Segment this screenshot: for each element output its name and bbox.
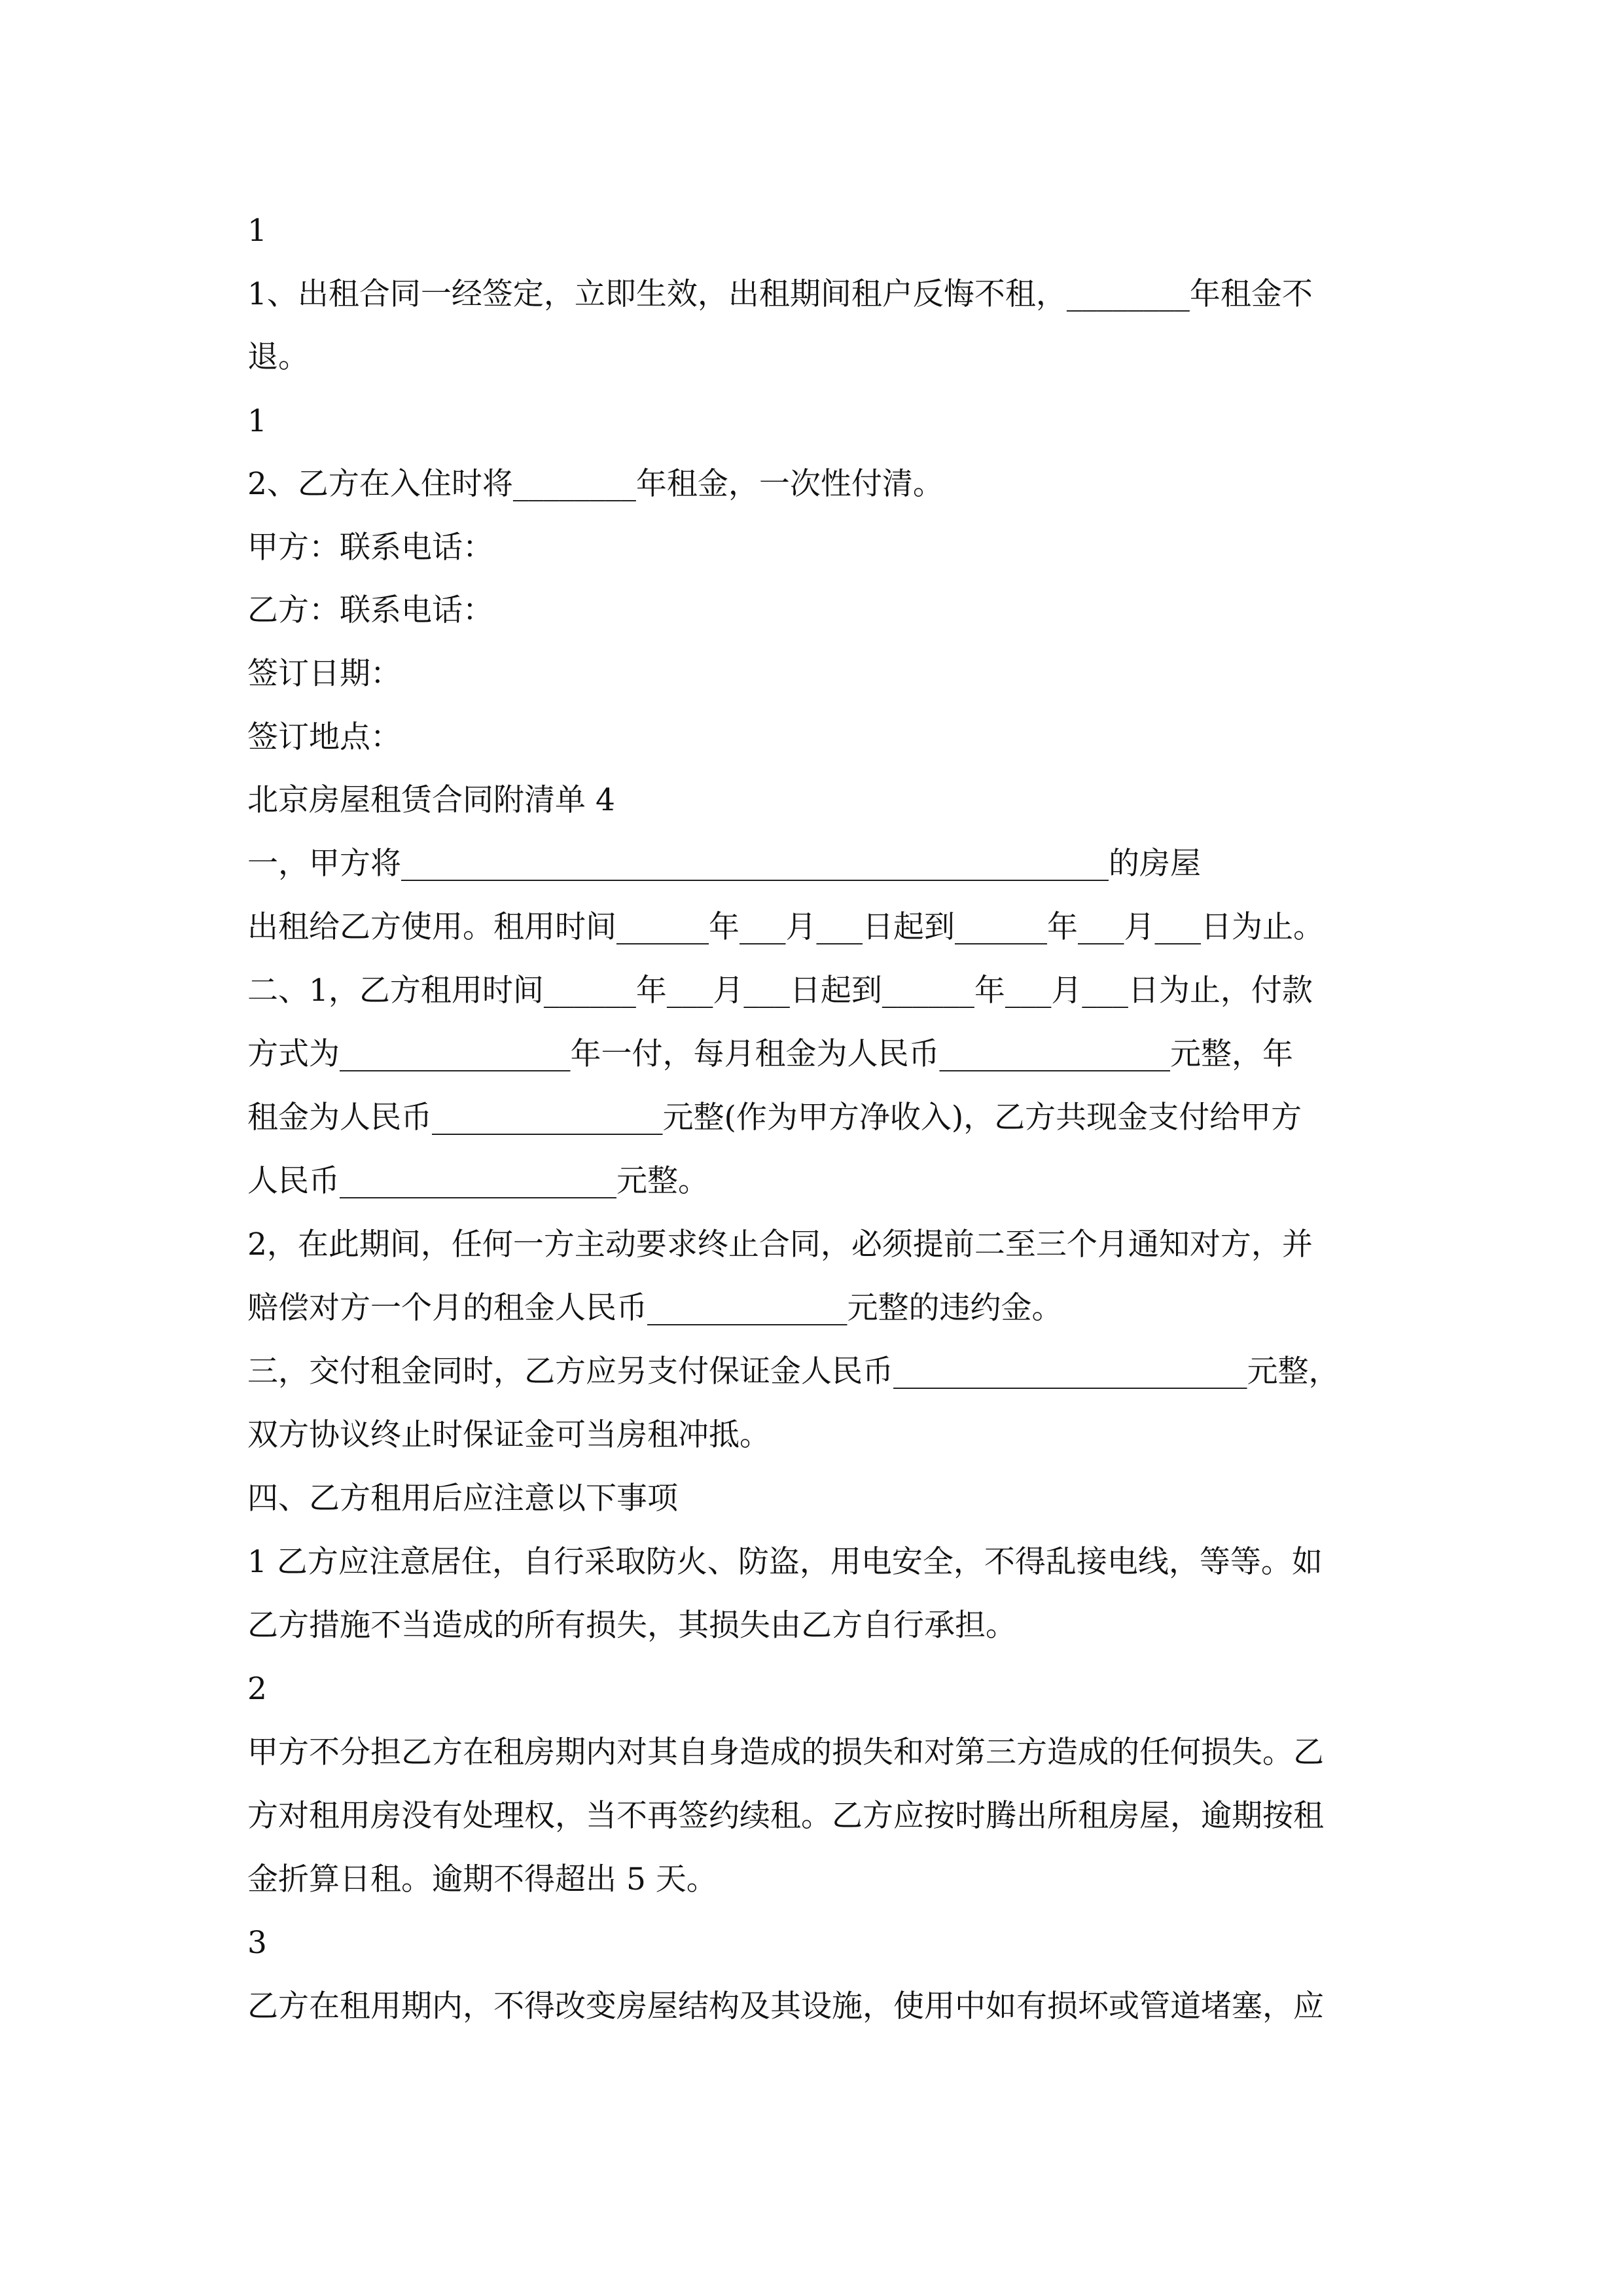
page-number-line: 1: [247, 213, 267, 249]
clause-line: 1 乙方应注意居住，自行采取防火、防盗，用电安全，不得乱接电线，等等。如: [247, 1544, 1323, 1580]
item-number-line: 3: [247, 1925, 267, 1961]
page-number-line: 1: [247, 403, 267, 439]
signing-date-line: 签订日期：: [247, 656, 401, 692]
clause-line: 甲方不分担乙方在租房期内对其自身造成的损失和对第三方造成的任何损失。乙: [247, 1734, 1324, 1770]
clause-line: 一，甲方将______________________________________________的房屋: [247, 846, 1201, 882]
signature-line-party-b: 乙方：联系电话：: [247, 592, 493, 628]
clause-line: 三，交付租金同时，乙方应另支付保证金人民币_______________________元整，: [247, 1354, 1340, 1390]
clause-line: 双方协议终止时保证金可当房租冲抵。: [247, 1417, 770, 1453]
clause-line: 人民币__________________元整。: [247, 1163, 709, 1199]
clause-line: 2，在此期间，任何一方主动要求终止合同，必须提前二至三个月通知对方，并: [247, 1227, 1313, 1263]
signing-place-line: 签订地点：: [247, 719, 401, 755]
clause-line: 金折算日租。逾期不得超出 5 天。: [247, 1861, 717, 1897]
clause-line: 租金为人民币_______________元整(作为甲方净收入)，乙方共现金支付给甲方: [247, 1100, 1302, 1136]
clause-line: 乙方措施不当造成的所有损失，其损失由乙方自行承担。: [247, 1607, 1016, 1643]
clause-line: 方式为_______________年一付，每月租金为人民币_______________元整，年: [247, 1036, 1293, 1072]
section-heading: 四、乙方租用后应注意以下事项: [247, 1480, 678, 1516]
clause-line: 2、乙方在入住时将________年租金，一次性付清。: [247, 466, 944, 502]
clause-line: 赔偿对方一个月的租金人民币_____________元整的违约金。: [247, 1290, 1063, 1326]
section-heading: 北京房屋租赁合同附清单 4: [247, 782, 615, 818]
clause-line: 方对租用房没有处理权，当不再签约续租。乙方应按时腾出所租房屋，逾期按租: [247, 1798, 1324, 1834]
clause-line: 乙方在租用期内，不得改变房屋结构及其设施，使用中如有损坏或管道堵塞，应: [247, 1988, 1324, 2024]
clause-line: 1、出租合同一经签定，立即生效，出租期间租户反悔不租，________年租金不: [247, 276, 1313, 312]
item-number-line: 2: [247, 1671, 267, 1707]
clause-line: 退。: [247, 339, 309, 375]
clause-line: 二、1，乙方租用时间______年___月___日起到______年___月___日为止，付款: [247, 973, 1313, 1009]
clause-line: 出租给乙方使用。租用时间______年___月___日起到______年___月___日为止。: [247, 909, 1324, 945]
signature-line-party-a: 甲方：联系电话：: [247, 529, 493, 565]
